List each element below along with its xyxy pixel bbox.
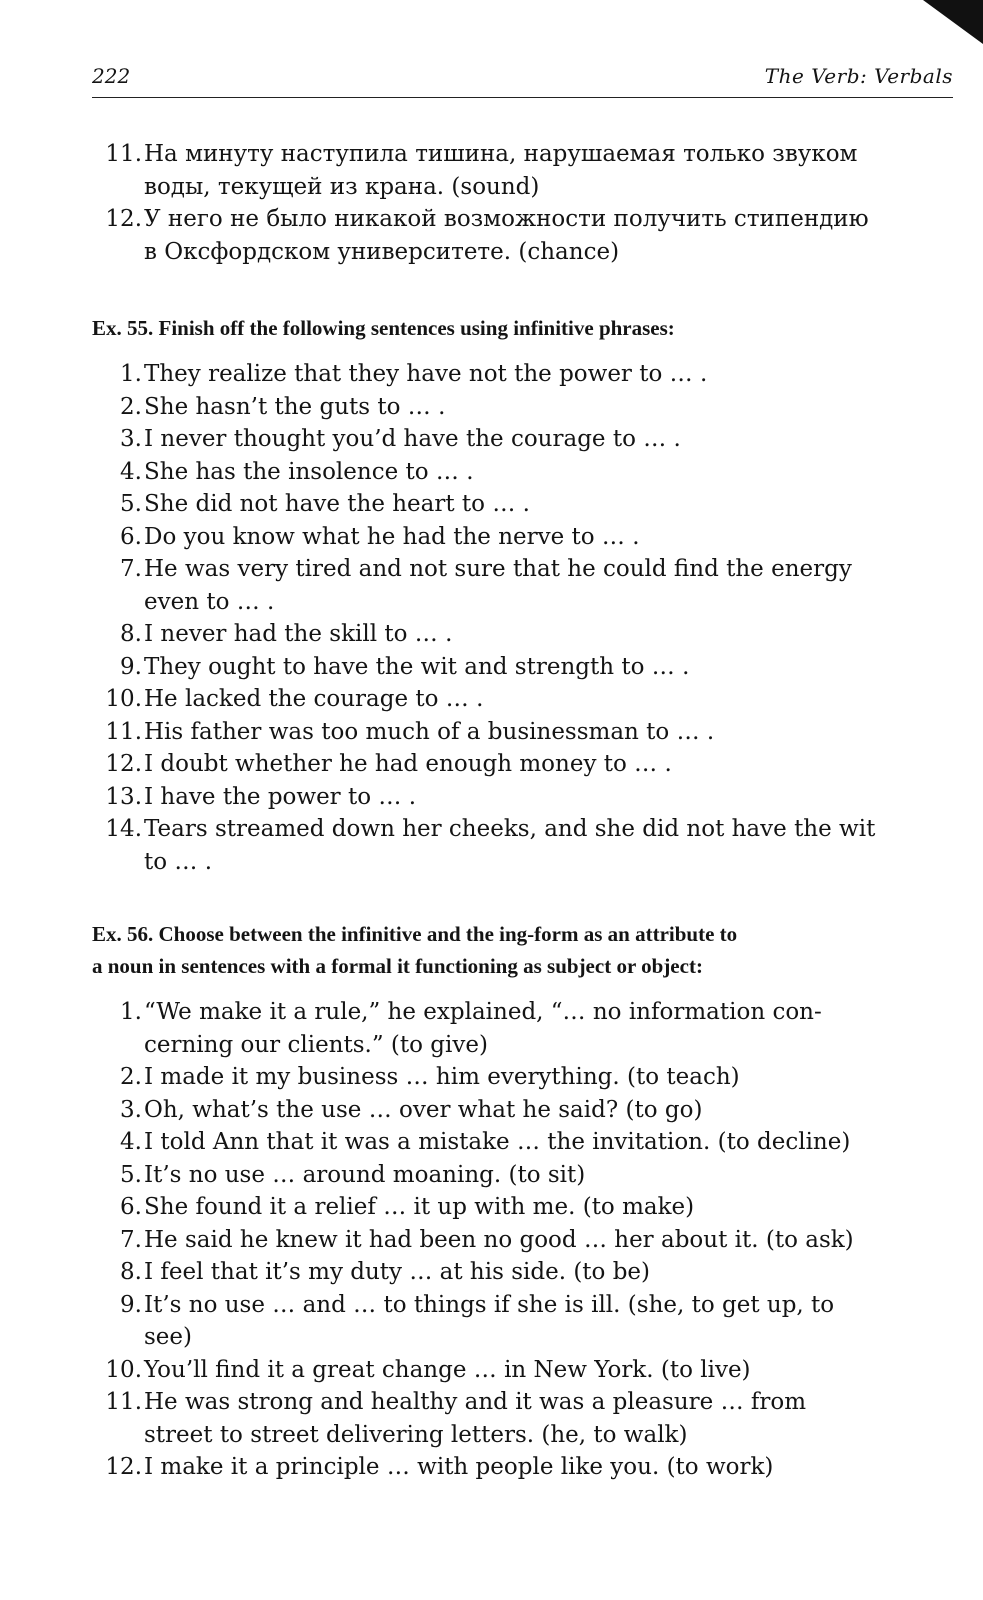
list-item [92, 1289, 953, 1354]
list-item [92, 391, 953, 424]
list-item [92, 488, 953, 521]
item-number: 8. [120, 1259, 142, 1285]
item-text [142, 138, 953, 203]
heading-line: a noun in sentences with a formal it functioning as subject or object: [92, 954, 703, 978]
item-text [142, 521, 953, 554]
item-number: 5. [120, 1161, 142, 1188]
item-number: 12. [105, 751, 142, 777]
item-text [142, 813, 953, 878]
item-text [142, 1224, 953, 1257]
item-text [142, 1289, 953, 1354]
exercise-56-list [92, 996, 953, 1484]
item-line: It’s no use … and … to things if she is ill. (she, to get up, to [144, 1291, 835, 1318]
list-item [92, 1224, 953, 1257]
header-rule [92, 97, 953, 98]
item-text [142, 1256, 953, 1289]
item-line: It’s no use … around moaning. (to sit) [144, 1161, 586, 1188]
item-line: He said he knew it had been no good … her about it. (to ask) [144, 1226, 854, 1253]
item-number: 11. [105, 718, 142, 745]
item-number: 5. [120, 491, 142, 517]
item-number: 4. [120, 458, 142, 485]
list-item [92, 456, 953, 489]
item-number: 6. [120, 523, 142, 550]
list-item [92, 1354, 953, 1387]
item-text [142, 203, 953, 268]
item-number: 11. [105, 1389, 142, 1415]
item-number: 1. [120, 999, 142, 1025]
item-text [142, 618, 953, 651]
item-line: She has the insolence to … . [144, 458, 474, 485]
list-item [92, 358, 953, 391]
item-number: 6. [120, 1194, 142, 1220]
item-text [142, 996, 953, 1061]
item-line: I made it my business … him everything. (to teach) [144, 1064, 740, 1090]
item-line: “We make it a rule,” he explained, “… no information con- [144, 999, 822, 1025]
item-number: 2. [120, 393, 142, 420]
list-item [92, 1126, 953, 1159]
item-line: I never thought you’d have the courage to … . [144, 426, 681, 452]
list-item [92, 138, 953, 203]
item-line: I feel that it’s my duty … at his side. (to be) [144, 1259, 650, 1285]
item-text [142, 1126, 953, 1159]
item-number: 3. [120, 426, 142, 452]
list-item [92, 781, 953, 814]
heading-line: Ex. 56. Choose between the infinitive and the ing-form as an attribute to [92, 922, 738, 946]
item-line: They realize that they have not the power to … . [144, 361, 708, 387]
item-number: 2. [120, 1064, 142, 1090]
list-item [92, 748, 953, 781]
item-text [142, 1386, 953, 1451]
item-line: even to … . [144, 588, 275, 615]
item-line: She did not have the heart to … . [144, 491, 530, 517]
item-line: I have the power to … . [144, 783, 417, 810]
list-item [92, 618, 953, 651]
item-line: I doubt whether he had enough money to … . [144, 751, 672, 777]
page-header [92, 62, 953, 102]
list-item [92, 1061, 953, 1094]
list-item [92, 1386, 953, 1451]
item-line: I make it a principle … with people like you. (to work) [144, 1454, 774, 1480]
item-line: to … . [144, 848, 213, 875]
list-item [92, 423, 953, 456]
item-number: 7. [120, 556, 142, 582]
item-line: воды, текущей из крана. (sound) [144, 173, 540, 200]
item-number: 14. [105, 816, 142, 842]
item-line: His father was too much of a businessman to … . [144, 718, 715, 745]
item-line: У него не было никакой возможности получить стипендию [144, 206, 869, 232]
item-text [142, 683, 953, 716]
item-text [142, 716, 953, 749]
item-line: You’ll find it a great change … in New York. (to live) [144, 1356, 751, 1383]
list-item [92, 1256, 953, 1289]
item-number: 11. [105, 141, 142, 167]
page-corner-mark [923, 0, 983, 44]
item-line: I told Ann that it was a mistake … the invitation. (to decline) [144, 1129, 851, 1155]
list-item [92, 1451, 953, 1484]
item-text [142, 1451, 953, 1484]
list-item [92, 996, 953, 1061]
running-title: The Verb: Verbals [764, 64, 953, 88]
item-number: 7. [120, 1226, 142, 1253]
item-line: На минуту наступила тишина, нарушаемая только звуком [144, 141, 858, 167]
list-item [92, 1159, 953, 1192]
list-item [92, 651, 953, 684]
item-number: 12. [105, 1454, 142, 1480]
item-line: They ought to have the wit and strength to … . [144, 653, 690, 680]
item-line: Tears streamed down her cheeks, and she did not have the wit [144, 816, 876, 842]
item-number: 8. [120, 621, 142, 647]
exercise-55-list [92, 358, 953, 878]
item-line: He was strong and healthy and it was a pleasure … from [144, 1389, 807, 1415]
item-line: He lacked the courage to … . [144, 686, 484, 712]
item-line: He was very tired and not sure that he could find the energy [144, 556, 852, 582]
item-number: 12. [105, 206, 142, 232]
item-text [142, 651, 953, 684]
item-text [142, 1354, 953, 1387]
item-text [142, 391, 953, 424]
item-number: 4. [120, 1129, 142, 1155]
page-content [92, 138, 953, 1484]
item-text [142, 1094, 953, 1127]
item-number: 1. [120, 361, 142, 387]
item-text [142, 1159, 953, 1192]
item-number: 13. [105, 783, 142, 810]
item-number: 9. [120, 653, 142, 680]
item-line: Do you know what he had the nerve to … . [144, 523, 640, 550]
list-item [92, 553, 953, 618]
item-text [142, 423, 953, 456]
list-item [92, 521, 953, 554]
item-line: She found it a relief … it up with me. (to make) [144, 1194, 695, 1220]
item-text [142, 1191, 953, 1224]
top-items [92, 138, 953, 268]
list-item [92, 1191, 953, 1224]
item-text [142, 553, 953, 618]
list-item [92, 716, 953, 749]
item-text [142, 1061, 953, 1094]
item-line: Oh, what’s the use … over what he said? (to go) [144, 1096, 703, 1123]
item-number: 10. [105, 1356, 142, 1383]
item-number: 3. [120, 1096, 142, 1123]
item-line: She hasn’t the guts to … . [144, 393, 446, 420]
item-number: 9. [120, 1291, 142, 1318]
item-line: see) [144, 1324, 192, 1350]
item-text [142, 748, 953, 781]
list-item [92, 1094, 953, 1127]
item-line: в Оксфордском университете. (chance) [144, 238, 620, 265]
page-number: 222 [92, 64, 131, 88]
item-text [142, 456, 953, 489]
list-item [92, 683, 953, 716]
list-item [92, 203, 953, 268]
list-item [92, 813, 953, 878]
item-line: street to street delivering letters. (he, to walk) [144, 1421, 688, 1448]
item-text [142, 488, 953, 521]
item-line: cerning our clients.” (to give) [144, 1031, 488, 1058]
exercise-56-heading [92, 918, 953, 982]
exercise-55-heading: Ex. 55. Finish off the following sentences using infinitive phrases: [92, 316, 675, 340]
item-line: I never had the skill to … . [144, 621, 453, 647]
item-number: 10. [105, 686, 142, 712]
item-text [142, 781, 953, 814]
item-text [142, 358, 953, 391]
